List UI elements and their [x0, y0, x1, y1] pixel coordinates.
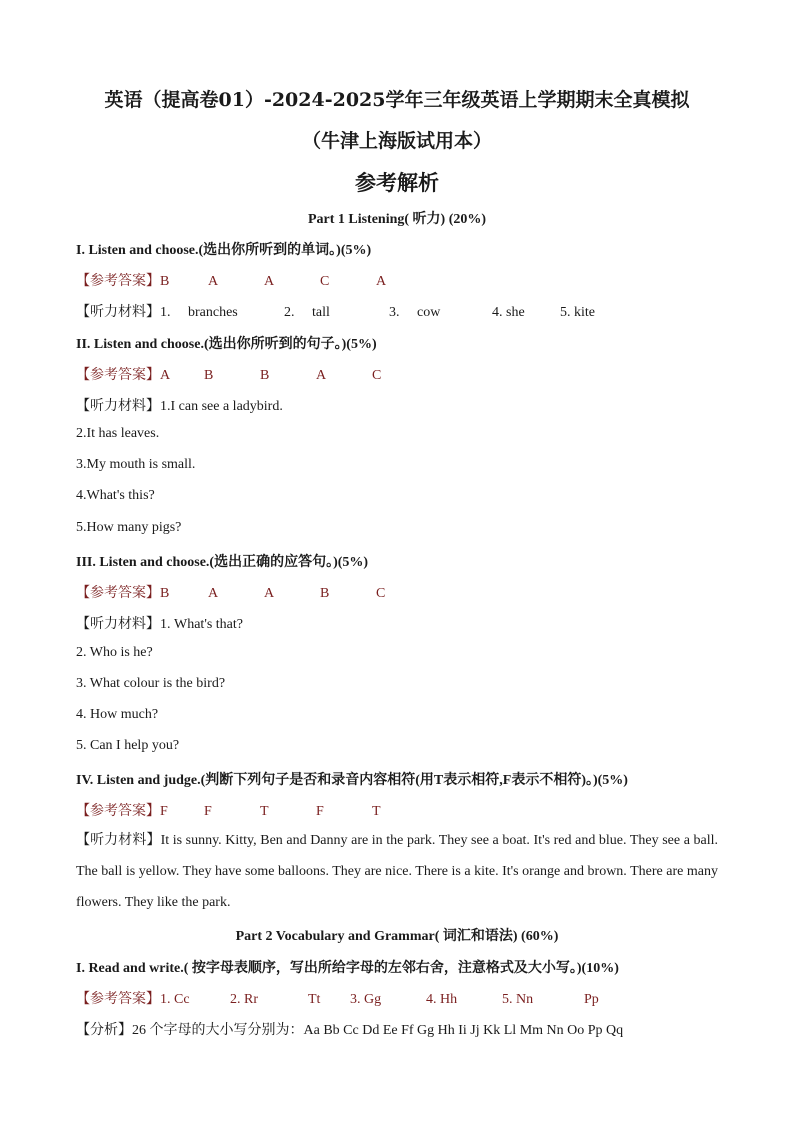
answer-item: 5. Nn — [502, 992, 534, 1007]
answer-item: A — [376, 274, 387, 289]
section4-answer-line — [76, 800, 381, 820]
material-sentence: 4. How much? — [76, 707, 159, 722]
answer-item: B — [204, 368, 214, 383]
answer-item: C — [376, 586, 386, 601]
material-sentence: 3. What colour is the bird? — [76, 676, 226, 691]
material-label: 【听力材料】 — [76, 305, 160, 320]
answer-item: 4. Hh — [426, 992, 458, 1007]
section4-question: IV. Listen and judge.(判断下列句子是否和录音内容相符(用T表示相符,F表示不相符)。)(5%) — [76, 773, 628, 788]
section2-answer-line — [76, 364, 381, 384]
document-subtitle: （牛津上海版试用本） — [301, 130, 492, 152]
material-sentence: 5.How many pigs? — [76, 520, 182, 535]
answer-item: Pp — [584, 992, 599, 1007]
section1-material-line — [76, 301, 595, 321]
material-sentence: 3.My mouth is small. — [76, 457, 196, 472]
section2-material-line — [76, 395, 283, 415]
document-heading: 参考解析 — [355, 170, 439, 195]
section3-answer-line — [76, 582, 385, 602]
material-item: branches — [188, 305, 238, 320]
answer-item: 3. Gg — [350, 992, 382, 1007]
answer-item: T — [372, 804, 381, 819]
section1-question: I. Listen and choose.(选出你所听到的单词。)(5%) — [76, 243, 372, 258]
material-item: tall — [312, 305, 330, 320]
material-item: 4. she — [492, 305, 525, 320]
answer-item: 1. Cc — [160, 992, 190, 1007]
answer-label: 【参考答案】 — [76, 586, 160, 601]
answer-item: C — [372, 368, 382, 383]
material-item: 3. — [389, 305, 400, 320]
material-item: 5. kite — [560, 305, 595, 320]
analysis-text: 26 个字母的大小写分别为：Aa Bb Cc Dd Ee Ff Gg Hh Ii Jj Kk Ll Mm Nn Oo Pp Qq — [132, 1023, 624, 1038]
part2-analysis-line — [76, 1019, 623, 1039]
analysis-label: 【分析】 — [76, 1023, 132, 1038]
answer-item: B — [160, 274, 170, 289]
material-sentence: 2.It has leaves. — [76, 426, 160, 441]
document-title: 英语（提高卷01）-2024-2025学年三年级英语上学期期末全真模拟 — [104, 89, 690, 111]
answer-item: C — [320, 274, 330, 289]
answer-item: Tt — [308, 992, 321, 1007]
answer-item: F — [204, 804, 212, 819]
part1-title: Part 1 Listening( 听力) (20%) — [307, 212, 487, 227]
answer-label: 【参考答案】 — [76, 368, 160, 383]
material-label: 【听力材料】 — [76, 617, 160, 632]
material-sentence: 5. Can I help you? — [76, 738, 180, 753]
answer-label: 【参考答案】 — [76, 804, 160, 819]
answer-item: 2. Rr — [230, 992, 258, 1007]
answer-item: T — [260, 804, 269, 819]
material-sentence: 2. Who is he? — [76, 645, 153, 660]
answer-item: B — [160, 586, 170, 601]
answer-item: B — [320, 586, 330, 601]
section3-question: III. Listen and choose.(选出正确的应答句。)(5%) — [76, 555, 369, 570]
material-sentence: 1.I can see a ladybird. — [160, 399, 283, 414]
answer-item: A — [160, 368, 171, 383]
section4-material-paragraph — [76, 825, 718, 918]
answer-label: 【参考答案】 — [76, 992, 160, 1007]
answer-item: A — [208, 274, 219, 289]
material-sentence: 1. What's that? — [160, 617, 243, 632]
answer-item: A — [316, 368, 327, 383]
material-label: 【听力材料】 — [76, 833, 161, 848]
material-label: 【听力材料】 — [76, 399, 160, 414]
answer-item: A — [264, 274, 275, 289]
section1-answer-line — [76, 270, 386, 290]
answer-item: F — [160, 804, 168, 819]
material-sentence: 4.What's this? — [76, 488, 155, 503]
material-item: 2. — [284, 305, 295, 320]
material-item: 1. — [160, 305, 171, 320]
answer-item: F — [316, 804, 324, 819]
part2-title: Part 2 Vocabulary and Grammar( 词汇和语法) (60%) — [235, 929, 559, 944]
part2-answer-line — [76, 988, 599, 1008]
material-item: cow — [417, 305, 441, 320]
section2-question: II. Listen and choose.(选出你所听到的句子。)(5%) — [76, 337, 377, 352]
answer-item: A — [208, 586, 219, 601]
section3-material-line — [76, 613, 243, 633]
answer-item: B — [260, 368, 270, 383]
answer-label: 【参考答案】 — [76, 274, 160, 289]
part2-section1-question: I. Read and write.( 按字母表顺序，写出所给字母的左邻右舍，注意格式及大小写。)(10%) — [76, 961, 619, 976]
material-text: It is sunny. Kitty, Ben and Danny are in the park. They see a boat. It's red and blue. They see a ball. The ball is yellow. They have some balloons. They are nice. There is a kite. It's orange and brown. There are many flowers. They like the park. — [76, 833, 718, 910]
answer-item: A — [264, 586, 275, 601]
